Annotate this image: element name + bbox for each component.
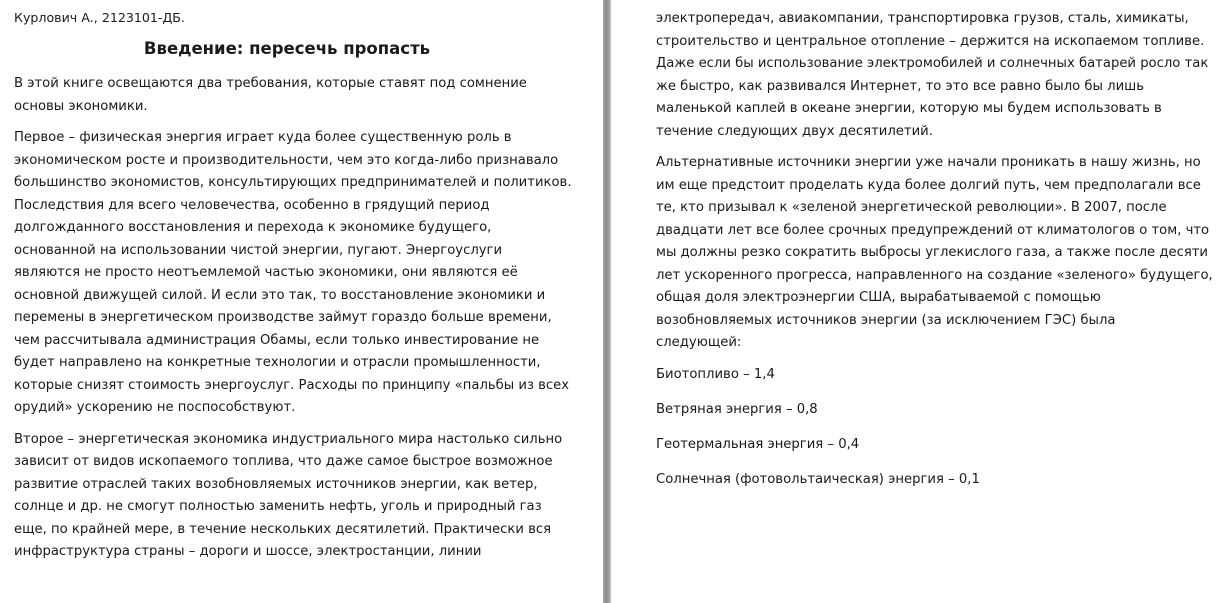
paragraph-alternative-sources (656, 152, 1223, 355)
text-line: течение следующих двух десятилетий. (656, 123, 933, 139)
text-line: строительство и центральное отопление – держится на ископаемом топливе. (656, 33, 1205, 49)
paragraph-second-claim (14, 429, 603, 564)
right-page (611, 0, 1223, 603)
text-line: будет направлено на конкретные технологии и отрасли промышленности, (14, 355, 541, 370)
text-line: инфраструктура страны – дороги и шоссе, электростанции, линии (14, 544, 482, 559)
chapter-title: Введение: пересечь пропасть (143, 39, 431, 58)
text-line: основанной на использовании чистой энергии, пугают. Энергоуслуги (14, 242, 503, 258)
text-line: Альтернативные источники энергии уже начали проникать в нашу жизнь, но (656, 155, 1201, 170)
text-line: зависит от видов ископаемого топлива, что даже самое быстрое возможное (14, 454, 553, 469)
text-line: следующей: (656, 335, 742, 350)
text-line: электропередач, авиакомпании, транспортировка грузов, сталь, химикаты, (656, 11, 1189, 26)
list-item-biofuel: Биотопливо – 1,4 (656, 366, 775, 382)
text-line: солнце и др. не смогут полностью заменить нефть, уголь и природный газ (14, 499, 542, 514)
paragraph-intro (14, 73, 603, 118)
text-line: лет ускоренного прогресса, направленного на создание «зеленого» будущего, (656, 267, 1213, 283)
text-line: маленькой каплей в океане энергии, которую мы будем использовать в (656, 101, 1162, 116)
list-item-geothermal: Геотермальная энергия – 0,4 (656, 437, 860, 453)
text-line: В этой книге освещаются два требования, которые ставят под сомнение (14, 76, 527, 91)
text-line: Первое – физическая энергия играет куда более существенную роль в (14, 130, 512, 145)
text-line: долгожданного восстановления и перехода к экономике будущего, (14, 220, 492, 235)
text-line: большинство экономистов, консультирующих предпринимателей и политиков. (14, 175, 572, 190)
paragraph-first-claim (14, 127, 603, 420)
text-line: Последствия для всего человечества, особенно в грядущий период (14, 197, 490, 213)
text-line: которые снизят стоимость энергоуслуг. Расходы по принципу «пальбы из всех (14, 377, 570, 393)
text-line: еще, по крайней мере, в течение нескольких десятилетий. Практически вся (14, 521, 552, 537)
list-item-wind: Ветряная энергия – 0,8 (656, 401, 818, 417)
text-line: им еще предстоит проделать куда более долгий путь, чем предполагали все (656, 177, 1201, 193)
text-line: общая доля электроэнергии США, вырабатываемой с помощью (656, 290, 1101, 305)
page-gutter (603, 0, 611, 603)
left-page (0, 0, 603, 603)
text-line: те, кто призывал к «зеленой энергетической революции». В 2007, после (656, 200, 1167, 215)
text-line: мы должны резко сократить выбросы углекислого газа, а также после десяти (656, 245, 1209, 260)
text-line: же быстро, как развивался Интернет, то это все равно было бы лишь (656, 78, 1144, 94)
text-line: орудий» ускорению не поспособствуют. (14, 400, 296, 415)
text-line: двадцати лет все более срочных предупреждений от климатологов о том, что (656, 222, 1210, 238)
text-line: чем рассчитывала администрация Обамы, если только инвестирование не (14, 332, 540, 348)
energy-share-list (656, 364, 1223, 492)
text-line: развитие отраслей таких возобновляемых источников энергии, как ветер, (14, 476, 538, 492)
text-line: основы экономики. (14, 98, 148, 114)
text-line: являются не просто неотъемлемой частью экономики, они являются её (14, 265, 518, 280)
text-line: возобновляемых источников энергии (за исключением ГЭС) была (656, 312, 1116, 328)
list-item-solar: Солнечная (фотовольтаическая) энергия – 0,1 (656, 472, 980, 488)
text-line: перемены в энергетическом производстве займут гораздо больше времени, (14, 310, 552, 325)
text-line: Даже если бы использование электромобилей и солнечных батарей росло так (656, 56, 1209, 71)
text-line: экономическом росте и производительности, чем это когда-либо признавало (14, 152, 559, 168)
paragraph-continuation (656, 8, 1223, 143)
text-line: Второе – энергетическая экономика индустриального мира настолько сильно (14, 431, 563, 447)
text-line: основной движущей силой. И если это так, то восстановление экономики и (14, 287, 546, 303)
author-line: Курлович А., 2123101-ДБ. (14, 10, 185, 25)
